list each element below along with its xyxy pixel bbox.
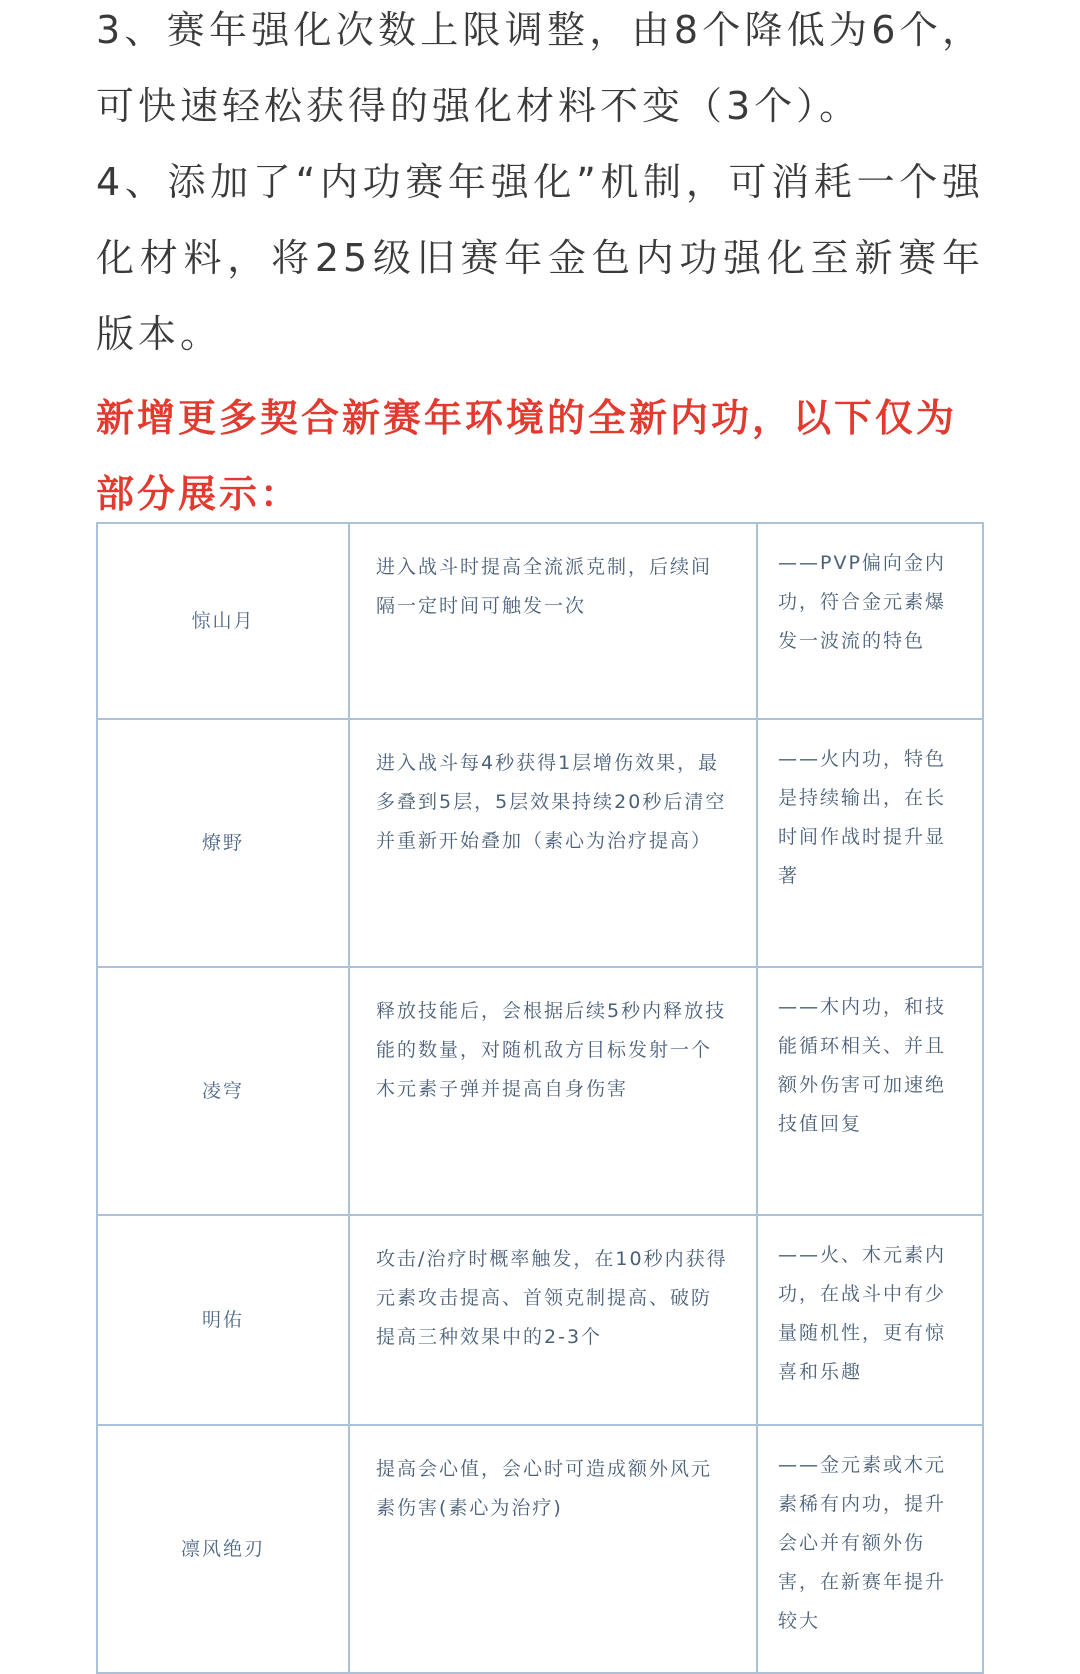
skill-name: 凛风绝刃	[97, 1425, 349, 1673]
skill-name: 明佑	[97, 1215, 349, 1425]
table-row	[97, 719, 983, 967]
skill-note: ——木内功，和技能循环相关、并且额外伤害可加速绝技值回复	[757, 967, 983, 1215]
skill-note: ——火内功，特色是持续输出，在长时间作战时提升显著	[757, 719, 983, 967]
table-row	[97, 1425, 983, 1673]
skill-name: 燎野	[97, 719, 349, 967]
skill-description: 释放技能后，会根据后续5秒内释放技能的数量，对随机敌方目标发射一个木元素子弹并提高自身伤害	[349, 967, 757, 1215]
skill-description: 进入战斗时提高全流派克制，后续间隔一定时间可触发一次	[349, 523, 757, 719]
article-body	[96, 0, 984, 532]
paragraph-3: 3、赛年强化次数上限调整，由8个降低为6个，可快速轻松获得的强化材料不变（3个）。	[96, 8, 984, 128]
skill-name: 惊山月	[97, 523, 349, 719]
skill-description: 进入战斗每4秒获得1层增伤效果，最多叠到5层，5层效果持续20秒后清空并重新开始叠加（素心为治疗提高）	[349, 719, 757, 967]
table-row	[97, 967, 983, 1215]
skill-description: 攻击/治疗时概率触发，在10秒内获得元素攻击提高、首领克制提高、破防提高三种效果中的2-3个	[349, 1215, 757, 1425]
table-row	[97, 1215, 983, 1425]
skills-table	[96, 522, 984, 1674]
skill-description: 提高会心值，会心时可造成额外风元素伤害(素心为治疗)	[349, 1425, 757, 1673]
section-headline: 新增更多契合新赛年环境的全新内功，以下仅为部分展示：	[96, 396, 958, 516]
paragraph-4: 4、添加了“内功赛年强化”机制，可消耗一个强化材料，将25级旧赛年金色内功强化至新赛年版本。	[96, 160, 984, 356]
skill-name: 凌穹	[97, 967, 349, 1215]
skill-note: ——火、木元素内功，在战斗中有少量随机性，更有惊喜和乐趣	[757, 1215, 983, 1425]
table-row	[97, 523, 983, 719]
skill-note: ——金元素或木元素稀有内功，提升会心并有额外伤害，在新赛年提升较大	[757, 1425, 983, 1673]
skill-note: ——PVP偏向金内功，符合金元素爆发一波流的特色	[757, 523, 983, 719]
